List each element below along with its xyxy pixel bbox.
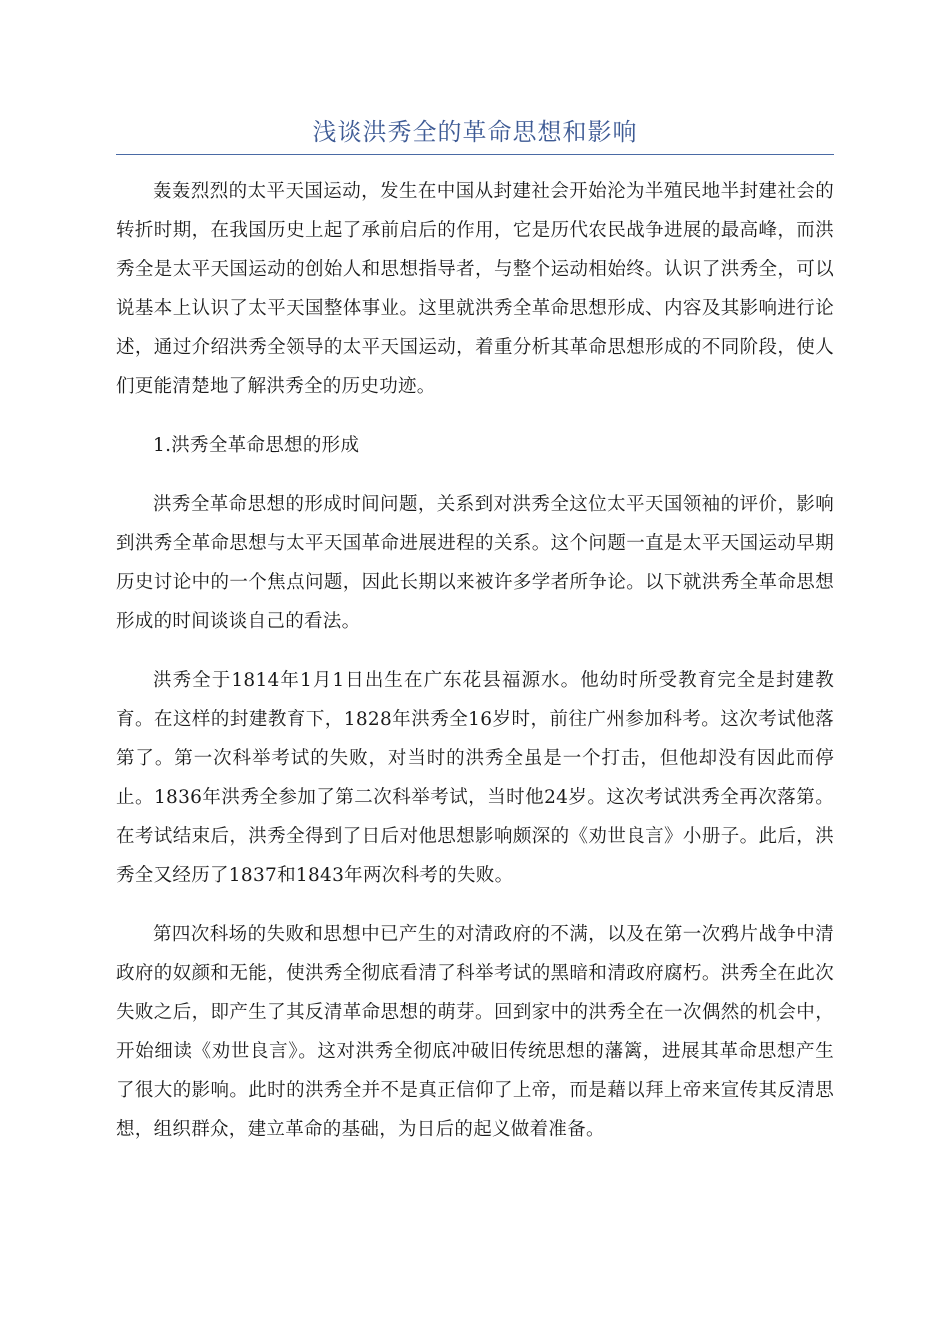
paragraph-early-life: 洪秀全于1814年1月1日出生在广东花县福源水。他幼时所受教育完全是封建教育。在这样的封建教育下，1828年洪秀全16岁时，前往广州参加科考。这次考试他落第了。第一次科举考试的失败，对当时的洪秀全虽是一个打击，但他却没有因此而停止。1836年洪秀全参加了第二次科举考试，当时他24岁。这次考试洪秀全再次落第。在考试结束后，洪秀全得到了日后对他思想影响颇深的《劝世良言》小册子。此后，洪秀全又经历了1837和1843年两次科考的失败。 xyxy=(116,670,834,886)
title-underline xyxy=(116,154,834,155)
paragraph-fourth-exam: 第四次科场的失败和思想中已产生的对清政府的不满，以及在第一次鸦片战争中清政府的奴颜和无能，使洪秀全彻底看清了科举考试的黑暗和清政府腐朽。洪秀全在此次失败之后，即产生了其反清革命思想的萌芽。回到家中的洪秀全在一次偶然的机会中，开始细读《劝世良言》。这对洪秀全彻底冲破旧传统思想的藩篱，进展其革命思想产生了很大的影响。此时的洪秀全并不是真正信仰了上帝，而是藉以拜上帝来宣传其反清思想，组织群众，建立革命的基础，为日后的起义做着准备。 xyxy=(116,924,834,1140)
document-body xyxy=(116,172,834,1169)
section-heading-1: 1.洪秀全革命思想的形成 xyxy=(153,435,360,456)
document-title: 浅谈洪秀全的革命思想和影响 xyxy=(312,118,638,146)
paragraph-formation-question: 洪秀全革命思想的形成时间问题，关系到对洪秀全这位太平天国领袖的评价，影响到洪秀全革命思想与太平天国革命进展进程的关系。这个问题一直是太平天国运动早期历史讨论中的一个焦点问题，因此长期以来被许多学者所争论。以下就洪秀全革命思想形成的时间谈谈自己的看法。 xyxy=(116,494,834,632)
paragraph-intro: 轰轰烈烈的太平天国运动，发生在中国从封建社会开始沦为半殖民地半封建社会的转折时期，在我国历史上起了承前启后的作用，它是历代农民战争进展的最高峰，而洪秀全是太平天国运动的创始人和思想指导者，与整个运动相始终。认识了洪秀全，可以说基本上认识了太平天国整体事业。这里就洪秀全革命思想形成、内容及其影响进行论述，通过介绍洪秀全领导的太平天国运动，着重分析其革命思想形成的不同阶段，使人们更能清楚地了解洪秀全的历史功迹。 xyxy=(116,181,834,397)
